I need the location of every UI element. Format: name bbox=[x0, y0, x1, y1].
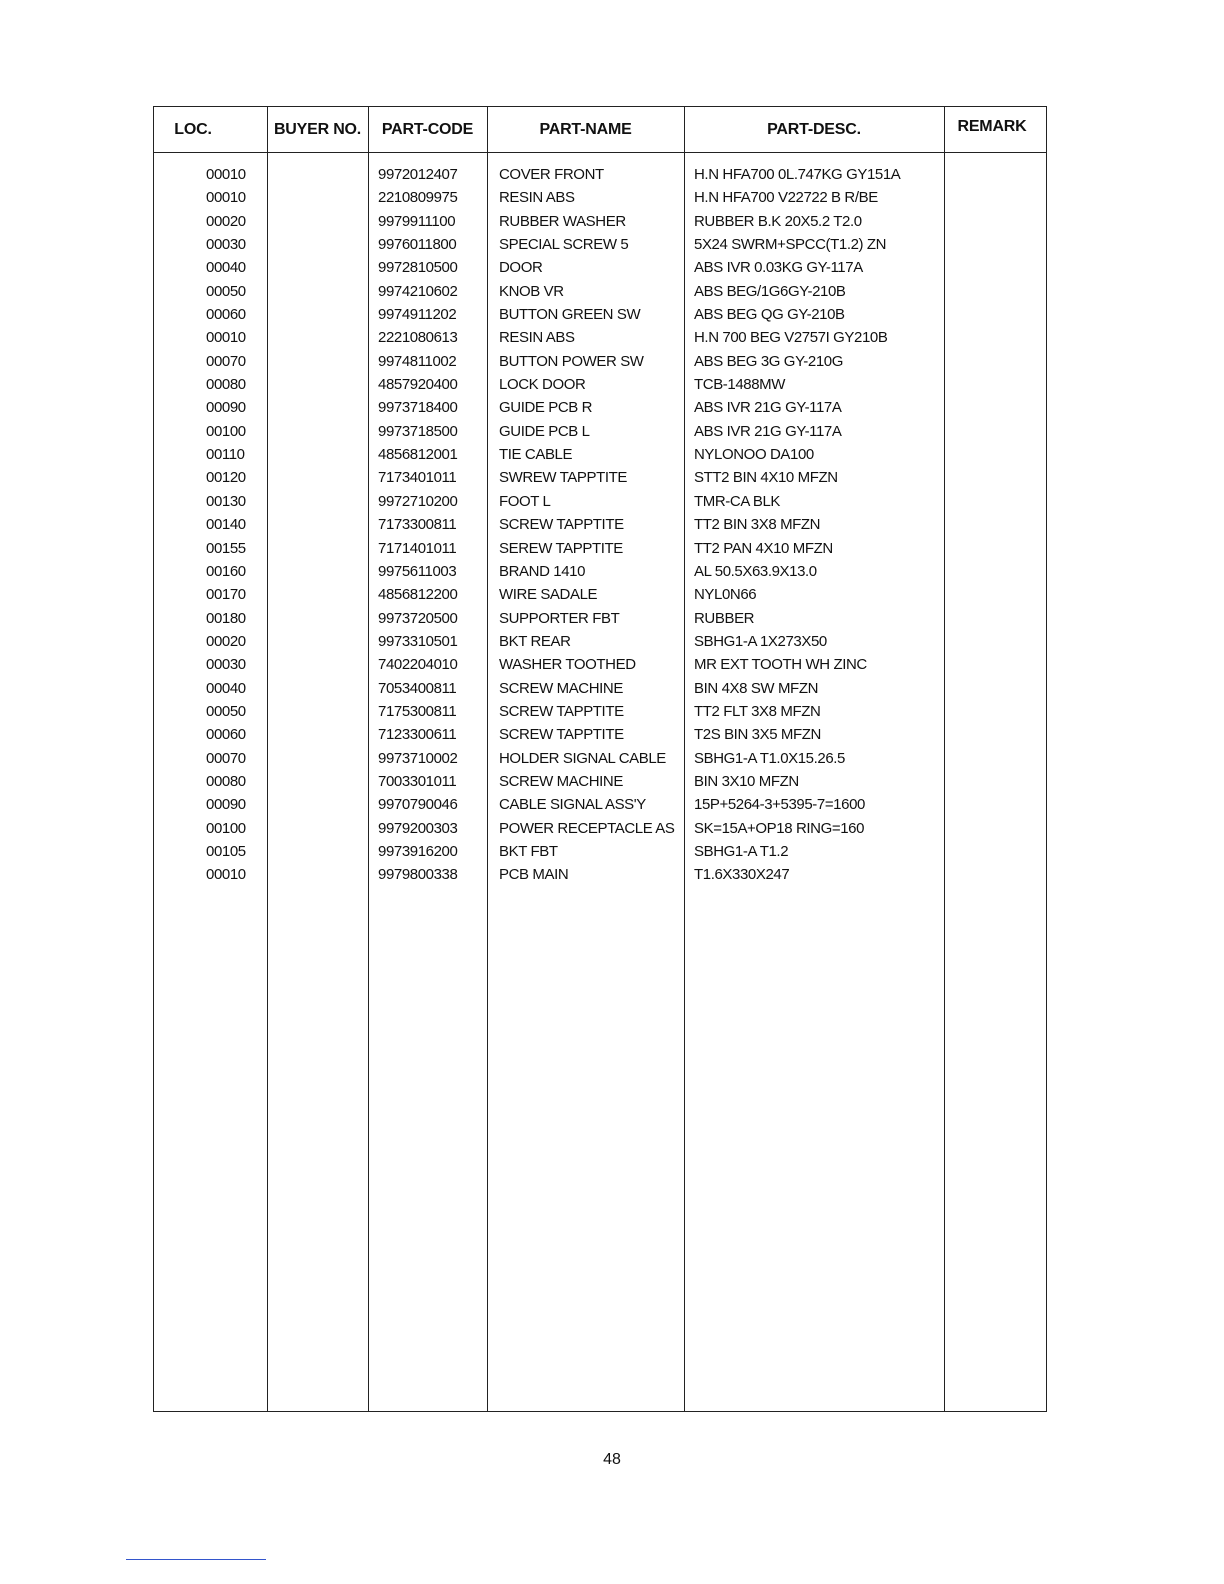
cell-part-desc: 5X24 SWRM+SPCC(T1.2) ZN bbox=[694, 236, 887, 254]
cell-part-code: 7123300611 bbox=[378, 726, 457, 744]
cell-loc: 00105 bbox=[206, 842, 246, 860]
cell-loc: 00020 bbox=[206, 632, 246, 650]
cell-part-code: 9974811002 bbox=[378, 352, 457, 370]
cell-part-code: 7173401011 bbox=[378, 469, 457, 487]
header-loc: LOC. bbox=[174, 121, 212, 138]
cell-part-desc: RUBBER B.K 20X5.2 T2.0 bbox=[694, 212, 862, 230]
cell-part-desc: H.N HFA700 0L.747KG GY151A bbox=[694, 166, 901, 183]
cell-part-desc: TT2 BIN 3X8 MFZN bbox=[694, 516, 821, 534]
cell-part-name: LOCK DOOR bbox=[499, 376, 586, 394]
cell-part-code: 9973916200 bbox=[378, 842, 458, 860]
cell-loc: 00060 bbox=[206, 306, 246, 324]
cell-part-name: SCREW MACHINE bbox=[499, 679, 623, 697]
cell-part-desc: TT2 FLT 3X8 MFZN bbox=[694, 702, 821, 720]
cell-part-code: 9972012407 bbox=[378, 166, 458, 183]
parts-list-table bbox=[153, 106, 1047, 1412]
header-buyer-no: BUYER NO. bbox=[273, 121, 362, 138]
table-row bbox=[154, 537, 1046, 560]
header-remark: REMARK bbox=[957, 118, 1027, 135]
cell-loc: 00170 bbox=[206, 586, 246, 604]
cell-part-name: POWER RECEPTACLE AS bbox=[499, 819, 675, 837]
cell-part-code: 7173300811 bbox=[378, 516, 457, 534]
cell-part-name: HOLDER SIGNAL CABLE bbox=[499, 749, 666, 767]
cell-part-name: RESIN ABS bbox=[499, 189, 575, 207]
cell-loc: 00080 bbox=[206, 772, 246, 790]
cell-part-desc: MR EXT TOOTH WH ZINC bbox=[694, 656, 867, 674]
cell-part-desc: BIN 4X8 SW MFZN bbox=[694, 679, 819, 697]
cell-part-desc: AL 50.5X63.9X13.0 bbox=[694, 562, 817, 580]
cell-loc: 00030 bbox=[206, 656, 246, 674]
cell-part-code: 9973718400 bbox=[378, 399, 458, 417]
cell-part-code: 9973310501 bbox=[378, 632, 458, 650]
cell-part-desc: NYL0N66 bbox=[694, 586, 757, 604]
cell-part-name: SCREW TAPPTITE bbox=[499, 702, 624, 720]
cell-loc: 00130 bbox=[206, 492, 246, 510]
table-header bbox=[154, 107, 1046, 153]
cell-loc: 00010 bbox=[206, 166, 246, 183]
cell-part-name: SCREW MACHINE bbox=[499, 772, 623, 790]
cell-part-name: SWREW TAPPTITE bbox=[499, 469, 628, 487]
cell-part-desc: T1.6X330X247 bbox=[694, 866, 790, 884]
cell-part-desc: SBHG1-A T1.0X15.26.5 bbox=[694, 749, 845, 767]
cell-part-name: RUBBER WASHER bbox=[499, 212, 626, 230]
cell-part-desc: ABS IVR 21G GY-117A bbox=[694, 399, 842, 417]
cell-part-code: 7175300811 bbox=[378, 702, 457, 720]
table-row bbox=[154, 840, 1046, 863]
cell-loc: 00040 bbox=[206, 259, 246, 277]
cell-part-name: RESIN ABS bbox=[499, 329, 575, 347]
table-row bbox=[154, 303, 1046, 326]
cell-part-desc: BIN 3X10 MFZN bbox=[694, 772, 799, 790]
cell-part-desc: H.N HFA700 V22722 B R/BE bbox=[694, 189, 878, 207]
cell-part-name: GUIDE PCB L bbox=[499, 422, 590, 440]
table-row bbox=[154, 350, 1046, 373]
cell-part-name: GUIDE PCB R bbox=[499, 399, 593, 417]
cell-loc: 00070 bbox=[206, 749, 246, 767]
cell-loc: 00120 bbox=[206, 469, 246, 487]
table-row bbox=[154, 607, 1046, 630]
cell-part-name: BUTTON GREEN SW bbox=[499, 306, 641, 324]
table-row bbox=[154, 396, 1046, 419]
cell-loc: 00155 bbox=[206, 539, 246, 557]
cell-part-code: 9976011800 bbox=[378, 236, 457, 254]
table-row bbox=[154, 466, 1046, 489]
cell-part-desc: SK=15A+OP18 RING=160 bbox=[694, 819, 865, 837]
cell-part-desc: STT2 BIN 4X10 MFZN bbox=[694, 469, 838, 487]
cell-part-code: 9970790046 bbox=[378, 796, 458, 814]
cell-part-desc: ABS BEG 3G GY-210G bbox=[694, 352, 843, 370]
table-row bbox=[154, 210, 1046, 233]
table-row bbox=[154, 653, 1046, 676]
cell-part-name: TIE CABLE bbox=[499, 446, 573, 464]
cell-part-name: WIRE SADALE bbox=[499, 586, 598, 604]
cell-part-desc: SBHG1-A T1.2 bbox=[694, 842, 789, 860]
cell-loc: 00110 bbox=[206, 446, 245, 464]
cell-part-desc: TMR-CA BLK bbox=[694, 492, 781, 510]
table-row bbox=[154, 630, 1046, 653]
cell-part-desc: ABS BEG/1G6GY-210B bbox=[694, 282, 846, 300]
cell-loc: 00180 bbox=[206, 609, 246, 627]
table-row bbox=[154, 186, 1046, 209]
cell-part-code: 9979800338 bbox=[378, 866, 458, 884]
cell-loc: 00160 bbox=[206, 562, 246, 580]
header-part-name: PART-NAME bbox=[539, 121, 632, 138]
cell-loc: 00090 bbox=[206, 399, 246, 417]
cell-part-code: 9979200303 bbox=[378, 819, 458, 837]
cell-loc: 00070 bbox=[206, 352, 246, 370]
cell-part-code: 9973720500 bbox=[378, 609, 458, 627]
table-row bbox=[154, 793, 1046, 816]
cell-part-name: BKT FBT bbox=[499, 842, 558, 860]
cell-loc: 00090 bbox=[206, 796, 246, 814]
cell-part-name: SCREW TAPPTITE bbox=[499, 726, 624, 744]
cell-part-code: 4856812200 bbox=[378, 586, 458, 604]
cell-part-name: SUPPORTER FBT bbox=[499, 609, 620, 627]
cell-part-name: KNOB VR bbox=[499, 282, 564, 300]
table-row bbox=[154, 233, 1046, 256]
cell-part-name: PCB MAIN bbox=[499, 866, 569, 884]
cell-part-name: BRAND 1410 bbox=[499, 562, 586, 580]
page-number: 48 bbox=[603, 1451, 621, 1468]
cell-part-desc: ABS BEG QG GY-210B bbox=[694, 306, 845, 324]
cell-part-code: 4856812001 bbox=[378, 446, 458, 464]
table-row bbox=[154, 747, 1046, 770]
cell-part-name: SEREW TAPPTITE bbox=[499, 539, 623, 557]
cell-part-name: BKT REAR bbox=[499, 632, 571, 650]
cell-loc: 00100 bbox=[206, 422, 246, 440]
cell-part-code: 7171401011 bbox=[378, 539, 457, 557]
header-part-desc: PART-DESC. bbox=[767, 121, 861, 138]
cell-loc: 00030 bbox=[206, 236, 246, 254]
table-row bbox=[154, 373, 1046, 396]
cell-part-code: 9974210602 bbox=[378, 282, 458, 300]
cell-loc: 00010 bbox=[206, 329, 246, 347]
table-row bbox=[154, 326, 1046, 349]
table-row bbox=[154, 560, 1046, 583]
cell-part-name: COVER FRONT bbox=[499, 166, 604, 183]
cell-part-code: 9979911100 bbox=[378, 212, 456, 230]
table-row bbox=[154, 163, 1046, 186]
cell-loc: 00140 bbox=[206, 516, 246, 534]
cell-part-name: FOOT L bbox=[499, 492, 551, 510]
cell-part-name: BUTTON POWER SW bbox=[499, 352, 644, 370]
cell-part-name: CABLE SIGNAL ASS'Y bbox=[499, 796, 646, 814]
cell-part-code: 4857920400 bbox=[378, 376, 458, 394]
cell-part-desc: ABS IVR 21G GY-117A bbox=[694, 422, 842, 440]
cell-part-desc: 15P+5264-3+5395-7=1600 bbox=[694, 796, 865, 814]
cell-part-code: 9975611003 bbox=[378, 562, 457, 580]
table-row bbox=[154, 863, 1046, 886]
cell-part-code: 9973718500 bbox=[378, 422, 458, 440]
cell-part-code: 9972810500 bbox=[378, 259, 458, 277]
table-row bbox=[154, 723, 1046, 746]
cell-part-code: 7053400811 bbox=[378, 679, 457, 697]
cell-part-name: WASHER TOOTHED bbox=[499, 656, 636, 674]
cell-loc: 00050 bbox=[206, 702, 246, 720]
cell-part-name: DOOR bbox=[499, 259, 543, 277]
table-row bbox=[154, 770, 1046, 793]
cell-part-desc: T2S BIN 3X5 MFZN bbox=[694, 726, 821, 744]
cell-part-name: SCREW TAPPTITE bbox=[499, 516, 624, 534]
table-row bbox=[154, 817, 1046, 840]
cell-loc: 00020 bbox=[206, 212, 246, 230]
table-row bbox=[154, 420, 1046, 443]
cell-part-desc: SBHG1-A 1X273X50 bbox=[694, 632, 827, 650]
cell-loc: 00050 bbox=[206, 282, 246, 300]
cell-part-code: 7003301011 bbox=[378, 772, 457, 790]
cell-part-desc: H.N 700 BEG V2757I GY210B bbox=[694, 329, 888, 347]
cell-part-desc: RUBBER bbox=[694, 609, 755, 627]
table-row bbox=[154, 513, 1046, 536]
cell-part-code: 9972710200 bbox=[378, 492, 458, 510]
footer-rule bbox=[126, 1559, 266, 1560]
table-row bbox=[154, 280, 1046, 303]
cell-part-code: 2210809975 bbox=[378, 189, 458, 207]
cell-part-name: SPECIAL SCREW 5 bbox=[499, 236, 629, 254]
cell-part-desc: ABS IVR 0.03KG GY-117A bbox=[694, 259, 863, 277]
cell-part-code: 7402204010 bbox=[378, 656, 458, 674]
cell-part-desc: TT2 PAN 4X10 MFZN bbox=[694, 539, 833, 557]
table-row bbox=[154, 256, 1046, 279]
cell-part-desc: TCB-1488MW bbox=[694, 376, 786, 394]
table-row bbox=[154, 677, 1046, 700]
cell-part-code: 9974911202 bbox=[378, 306, 457, 324]
cell-part-desc: NYLONOO DA100 bbox=[694, 446, 814, 464]
cell-part-code: 9973710002 bbox=[378, 749, 458, 767]
cell-loc: 00040 bbox=[206, 679, 246, 697]
cell-loc: 00060 bbox=[206, 726, 246, 744]
table-body bbox=[154, 163, 1046, 887]
cell-loc: 00080 bbox=[206, 376, 246, 394]
table-row bbox=[154, 490, 1046, 513]
header-part-code: PART-CODE bbox=[381, 121, 474, 138]
cell-loc: 00010 bbox=[206, 189, 246, 207]
cell-loc: 00100 bbox=[206, 819, 246, 837]
table-row bbox=[154, 583, 1046, 606]
cell-loc: 00010 bbox=[206, 866, 246, 884]
table-row bbox=[154, 443, 1046, 466]
cell-part-code: 2221080613 bbox=[378, 329, 458, 347]
table-row bbox=[154, 700, 1046, 723]
